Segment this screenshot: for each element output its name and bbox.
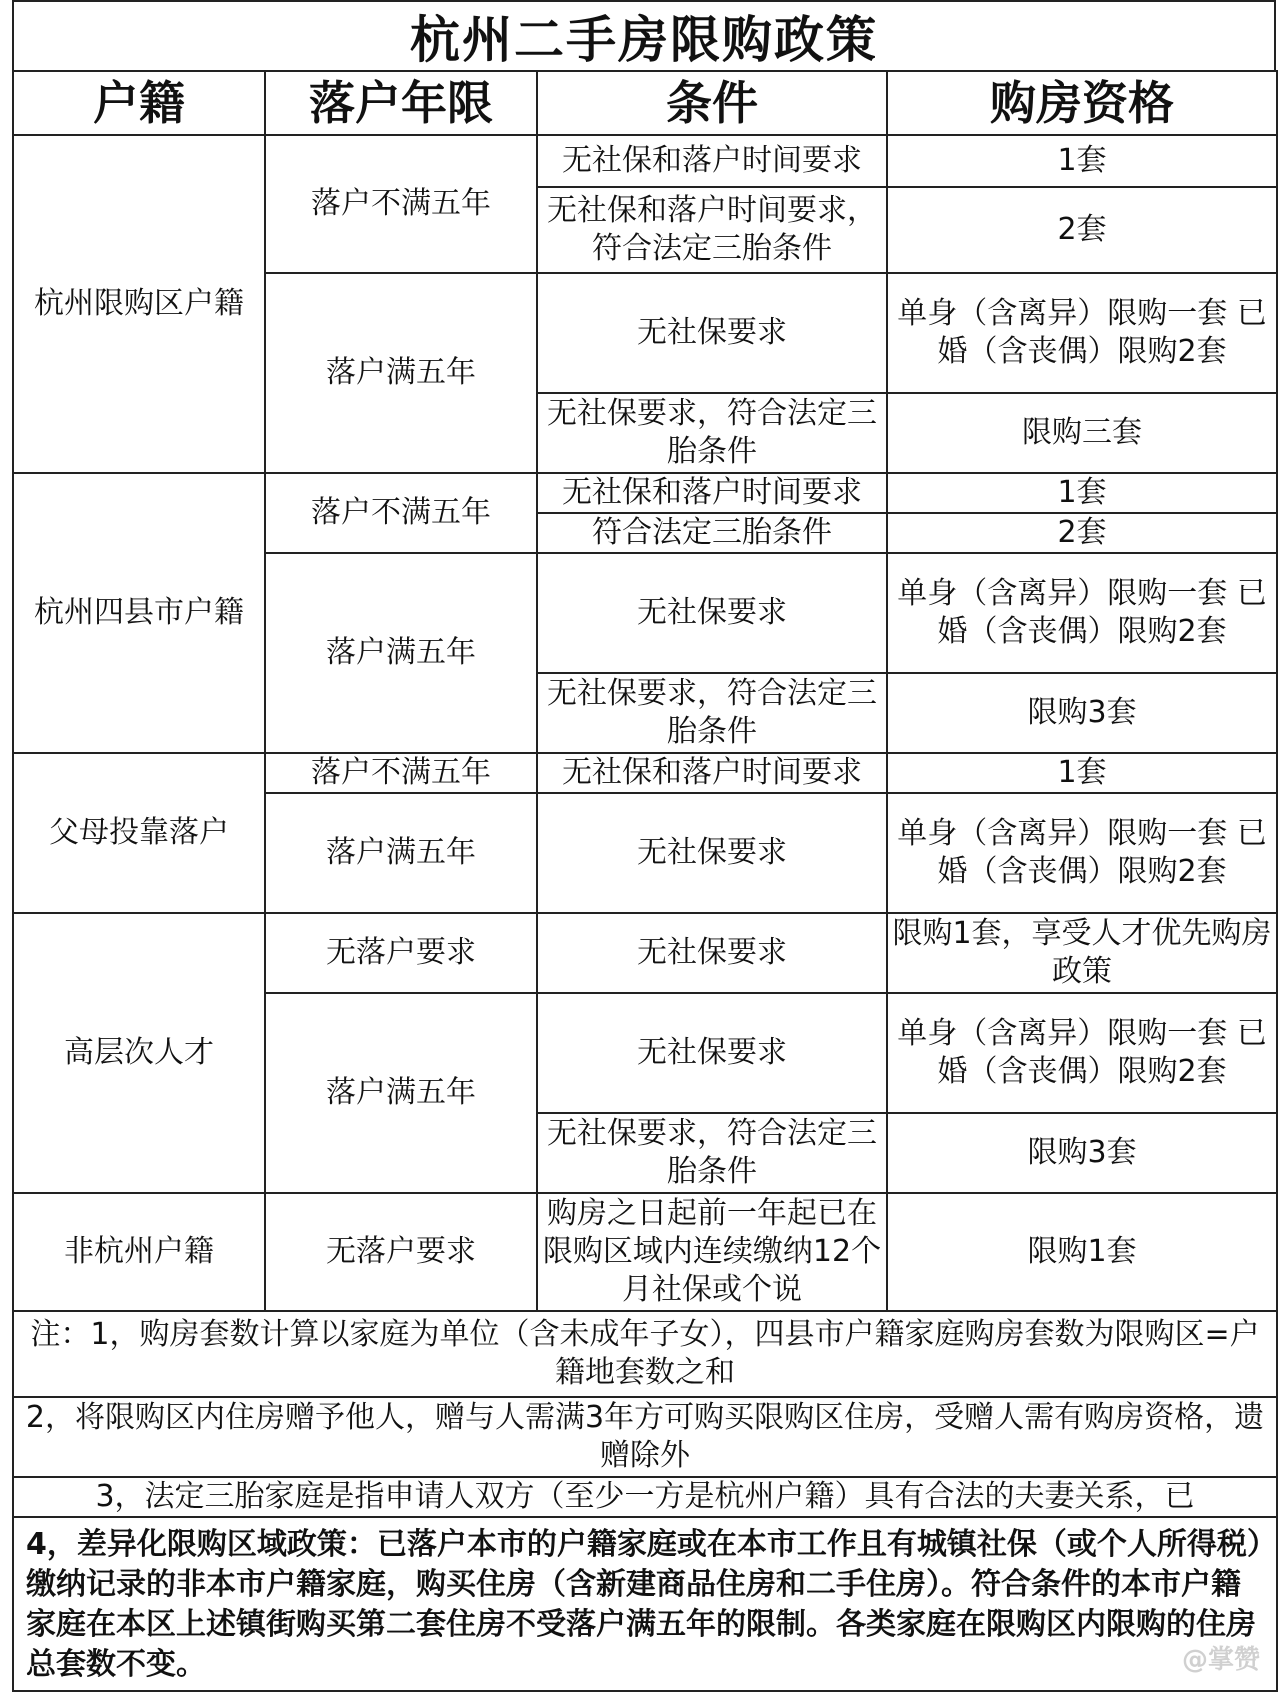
table-header-row [13,71,1277,135]
policy-table [12,70,1278,1692]
page-title: 杭州二手房限购政策 [12,0,1276,72]
condition-cell: 无社保和落户时间要求 [537,753,887,793]
condition-cell: 无社保要求 [537,913,887,993]
condition-cell: 无社保和落户时间要求，符合法定三胎条件 [537,187,887,273]
hukou-cell: 父母投靠落户 [13,753,265,913]
years-cell: 落户满五年 [265,553,537,753]
note-4: 4，差异化限购区域政策：已落户本市的户籍家庭或在本市工作且有城镇社保（或个人所得税）缴纳记录的非本市户籍家庭，购买住房（含新建商品住房和二手住房）。符合条件的本市户籍家庭在本区上述镇街购买第二套住房不受落户满五年的限制。各类家庭在限购区内限购的住房总套数不变。 [13,1517,1277,1691]
condition-cell: 无社保和落户时间要求 [537,135,887,187]
note-3: 3，法定三胎家庭是指申请人双方（至少一方是杭州户籍）具有合法的夫妻关系，已 [13,1477,1277,1517]
condition-cell: 无社保要求 [537,553,887,673]
years-cell: 落户不满五年 [265,753,537,793]
table-row [13,473,1277,513]
qualification-cell: 限购3套 [887,1113,1277,1193]
qualification-cell: 限购1套 [887,1193,1277,1311]
years-cell: 落户不满五年 [265,473,537,553]
table-row [13,1193,1277,1311]
hukou-cell: 非杭州户籍 [13,1193,265,1311]
note-row [13,1397,1277,1477]
note-1: 注：1，购房套数计算以家庭为单位（含未成年子女），四县市户籍家庭购房套数为限购区=户籍地套数之和 [13,1311,1277,1397]
header-qualification: 购房资格 [887,71,1277,135]
table-row [13,753,1277,793]
condition-cell: 购房之日起前一年起已在限购区域内连续缴纳12个月社保或个说 [537,1193,887,1311]
table-row [13,135,1277,187]
qualification-cell: 单身（含离异）限购一套 已婚（含丧偶）限购2套 [887,553,1277,673]
qualification-cell: 1套 [887,135,1277,187]
condition-cell: 无社保要求，符合法定三胎条件 [537,1113,887,1193]
header-years: 落户年限 [265,71,537,135]
note-row [13,1517,1277,1691]
condition-cell: 无社保要求 [537,993,887,1113]
policy-sheet [12,0,1278,1706]
header-hukou: 户籍 [13,71,265,135]
condition-cell: 无社保要求，符合法定三胎条件 [537,673,887,753]
qualification-cell: 1套 [887,753,1277,793]
years-cell: 落户不满五年 [265,135,537,273]
hukou-cell: 高层次人才 [13,913,265,1193]
qualification-cell: 2套 [887,187,1277,273]
qualification-cell: 1套 [887,473,1277,513]
years-cell: 落户满五年 [265,993,537,1193]
qualification-cell: 单身（含离异）限购一套 已婚（含丧偶）限购2套 [887,793,1277,913]
years-cell: 落户满五年 [265,273,537,473]
header-condition: 条件 [537,71,887,135]
condition-cell: 符合法定三胎条件 [537,513,887,553]
note-row [13,1311,1277,1397]
note-row [13,1477,1277,1517]
condition-cell: 无社保要求 [537,793,887,913]
qualification-cell: 限购三套 [887,393,1277,473]
watermark: @掌赞 [1181,1645,1260,1675]
years-cell: 无落户要求 [265,1193,537,1311]
note-2: 2，将限购区内住房赠予他人，赠与人需满3年方可购买限购区住房，受赠人需有购房资格，遗赠除外 [13,1397,1277,1477]
hukou-cell: 杭州四县市户籍 [13,473,265,753]
years-cell: 无落户要求 [265,913,537,993]
condition-cell: 无社保要求 [537,273,887,393]
qualification-cell: 限购1套，享受人才优先购房政策 [887,913,1277,993]
qualification-cell: 单身（含离异）限购一套 已婚（含丧偶）限购2套 [887,993,1277,1113]
qualification-cell: 限购3套 [887,673,1277,753]
hukou-cell: 杭州限购区户籍 [13,135,265,473]
qualification-cell: 2套 [887,513,1277,553]
condition-cell: 无社保要求，符合法定三胎条件 [537,393,887,473]
qualification-cell: 单身（含离异）限购一套 已婚（含丧偶）限购2套 [887,273,1277,393]
condition-cell: 无社保和落户时间要求 [537,473,887,513]
table-row [13,913,1277,993]
years-cell: 落户满五年 [265,793,537,913]
